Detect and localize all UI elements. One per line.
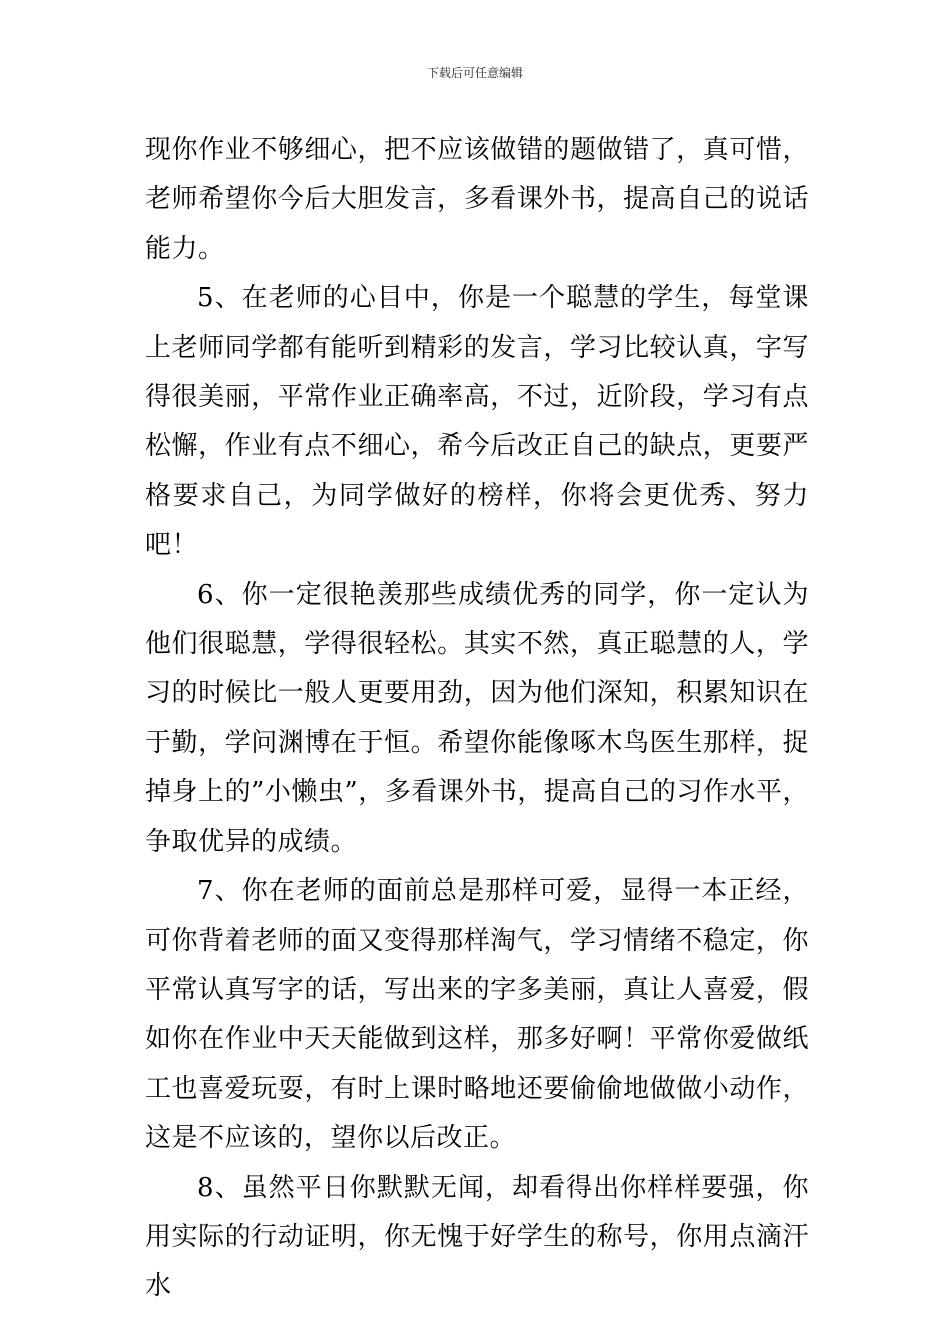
- paragraph-continuation: 现你作业不够细心，把不应该做错的题做错了，真可惜，老师希望你今后大胆发言，多看课外书，提高自己的说话能力。: [145, 135, 809, 264]
- paragraph-item-6: 6、你一定很艳羡那些成绩优秀的同学，你一定认为他们很聪慧，学得很轻松。其实不然，真正聪慧的人，学习的时候比一般人更要用劲，因为他们深知，积累知识在于勤，学问渊博在于恒。希望你能像啄木鸟医生那样，捉掉身上的”小懒虫”，多看课外书，提高自己的习作水平，争取优异的成绩。: [145, 579, 809, 857]
- page-header-note: 下载后可任意编辑: [426, 66, 523, 80]
- paragraph-item-7: 7、你在老师的面前总是那样可爱，显得一本正经，可你背着老师的面又变得那样淘气，学习情绪不稳定，你平常认真写字的话，写出来的字多美丽，真让人喜爱，假如你在作业中天天能做到这样，那多好啊！平常你爱做纸工也喜爱玩耍，有时上课时略地还要偷偷地做做小动作，这是不应该的，望你以后改正。: [145, 876, 809, 1154]
- paragraph-item-5: 5、在老师的心目中，你是一个聪慧的学生，每堂课上老师同学都有能听到精彩的发言，学习比较认真，字写得很美丽，平常作业正确率高，不过，近阶段，学习有点松懈，作业有点不细心，希今后改正自己的缺点，更要严格要求自己，为同学做好的榜样，你将会更优秀、努力吧！: [145, 283, 809, 561]
- document-body: [145, 126, 809, 1312]
- paragraph-item-8: 8、虽然平日你默默无闻，却看得出你样样要强，你用实际的行动证明，你无愧于好学生的称号，你用点滴汗水: [145, 1172, 809, 1302]
